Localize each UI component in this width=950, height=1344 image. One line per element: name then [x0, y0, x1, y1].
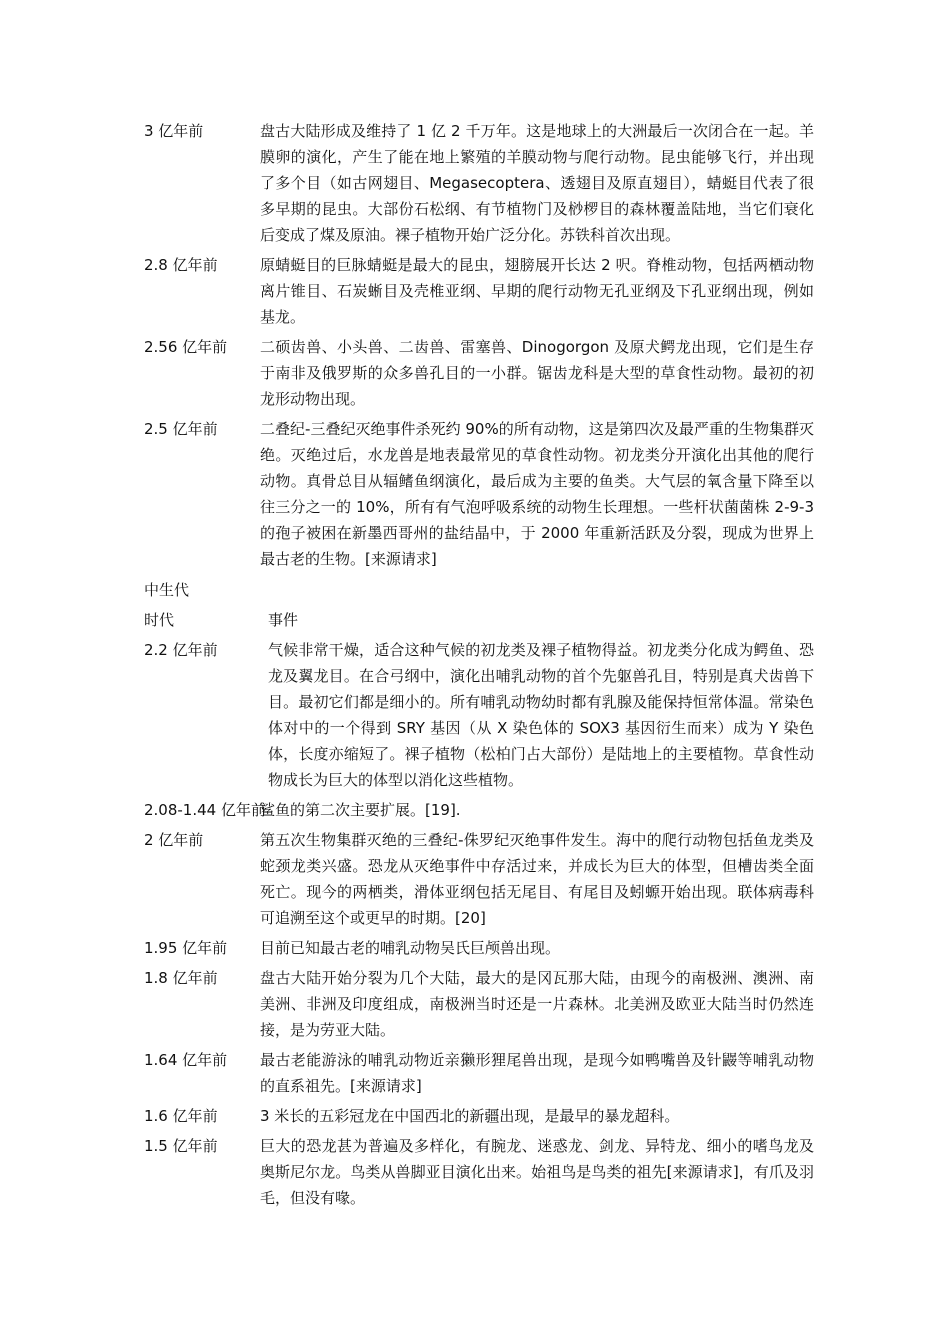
timeline-row [144, 334, 814, 412]
era-label: 1.6 亿年前 [144, 1107, 218, 1125]
era-label: 1.5 亿年前 [144, 1137, 218, 1155]
event-text: 二硕齿兽、小头兽、二齿兽、雷塞兽、Dinogorgon 及原犬鳄龙出现，它们是生存于南非及俄罗斯的众多兽孔目的一小群。锯齿龙科是大型的草食性动物。最初的初龙形动物出现。 [260, 338, 814, 408]
event-text: 盘古大陆开始分裂为几个大陆，最大的是冈瓦那大陆，由现今的南极洲、澳洲、南美洲、非洲及印度组成，南极洲当时还是一片森林。北美洲及欧亚大陆当时仍然连接，是为劳亚大陆。 [260, 969, 814, 1039]
era-label: 1.95 亿年前 [144, 939, 228, 957]
table-header [144, 607, 814, 633]
timeline-row [144, 252, 814, 330]
event-text: 鲨鱼的第二次主要扩展。[19]. [260, 801, 461, 819]
era-label: 2.08-1.44 亿年前 [144, 801, 266, 819]
timeline-row [144, 827, 814, 931]
timeline-row [144, 935, 814, 961]
timeline-row [144, 965, 814, 1043]
column-header-event: 事件 [268, 611, 299, 629]
column-header-era: 时代 [144, 611, 175, 629]
event-text: 最古老能游泳的哺乳动物近亲獭形狸尾兽出现，是现今如鸭嘴兽及针鼹等哺乳动物的直系祖先。[来源请求] [260, 1051, 814, 1095]
event-text: 气候非常干燥，适合这种气候的初龙类及裸子植物得益。初龙类分化成为鳄鱼、恐龙及翼龙目。在合弓纲中，演化出哺乳动物的首个先躯兽孔目，特别是真犬齿兽下目。最初它们都是细小的。所有哺乳动物幼时都有乳腺及能保持恒常体温。常染色体对中的一个得到 SRY 基因（从 X 染色体的 SOX3 基因衍生而来）成为 Y 染色体，长度亦缩短了。裸子植物（松柏门占大部份）是陆地上的主要植物。草食性动物成长为巨大的体型以消化这些植物。 [268, 641, 814, 789]
document-page [144, 118, 814, 1211]
timeline-row [144, 637, 814, 793]
timeline-row [144, 1047, 814, 1099]
era-label: 3 亿年前 [144, 122, 204, 140]
era-label: 2.56 亿年前 [144, 338, 228, 356]
timeline-row [144, 1133, 814, 1211]
era-label: 2 亿年前 [144, 831, 204, 849]
event-text: 盘古大陆形成及维持了 1 亿 2 千万年。这是地球上的大洲最后一次闭合在一起。羊膜卵的演化，产生了能在地上繁殖的羊膜动物与爬行动物。昆虫能够飞行，并出现了多个目（如古网翅目、Megasecoptera、透翅目及原直翅目），蜻蜓目代表了很多早期的昆虫。大部份石松纲、有节植物门及桫椤目的森林覆盖陆地，当它们衰化后变成了煤及原油。裸子植物开始广泛分化。苏铁科首次出现。 [260, 122, 814, 244]
timeline-row [144, 1103, 814, 1129]
event-text: 原蜻蜓目的巨脉蜻蜓是最大的昆虫，翅膀展开长达 2 呎。脊椎动物，包括两栖动物离片锥目、石炭蜥目及壳椎亚纲、早期的爬行动物无孔亚纲及下孔亚纲出现，例如基龙。 [260, 256, 814, 326]
event-text: 巨大的恐龙甚为普遍及多样化，有腕龙、迷惑龙、剑龙、异特龙、细小的嗜鸟龙及奥斯尼尔龙。鸟类从兽脚亚目演化出来。始祖鸟是鸟类的祖先[来源请求]，有爪及羽毛，但没有喙。 [260, 1137, 814, 1207]
section-heading-mesozoic: 中生代 [144, 581, 190, 599]
event-text: 二叠纪-三叠纪灭绝事件杀死约 90%的所有动物，这是第四次及最严重的生物集群灭绝。灭绝过后，水龙兽是地表最常见的草食性动物。初龙类分开演化出其他的爬行动物。真骨总目从辐鳍鱼纲演化，最后成为主要的鱼类。大气层的氧含量下降至以往三分之一的 10%，所有有气泡呼吸系统的动物生长理想。一些杆状菌菌株 2-9-3 的孢子被困在新墨西哥州的盐结晶中，于 2000 年重新活跃及分裂，现成为世界上最古老的生物。[来源请求] [260, 420, 814, 568]
era-label: 2.8 亿年前 [144, 256, 218, 274]
timeline-row [144, 416, 814, 572]
era-label: 2.2 亿年前 [144, 641, 218, 659]
era-label: 1.64 亿年前 [144, 1051, 228, 1069]
event-text: 目前已知最古老的哺乳动物吴氏巨颅兽出现。 [260, 939, 561, 957]
era-label: 1.8 亿年前 [144, 969, 218, 987]
event-text: 3 米长的五彩冠龙在中国西北的新疆出现，是最早的暴龙超科。 [260, 1107, 680, 1125]
era-label: 2.5 亿年前 [144, 420, 218, 438]
event-text: 第五次生物集群灭绝的三叠纪-侏罗纪灭绝事件发生。海中的爬行动物包括鱼龙类及蛇颈龙类兴盛。恐龙从灭绝事件中存活过来，并成长为巨大的体型，但槽齿类全面死亡。现今的两栖类，滑体亚纲包括无尾目、有尾目及蚓螈开始出现。联体病毒科可追溯至这个或更早的时期。[20] [260, 831, 814, 927]
timeline-row [144, 797, 814, 823]
timeline-row [144, 118, 814, 248]
